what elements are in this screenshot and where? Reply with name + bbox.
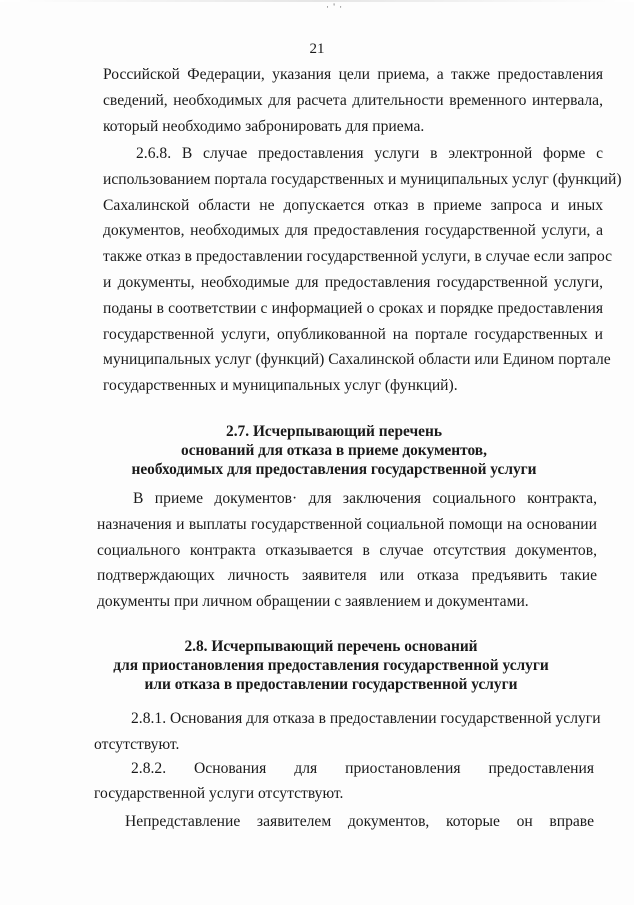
page-number: 21 [309,41,325,57]
text-line: государственных и муниципальных услуг (функций). [103,377,458,395]
text-line: В приеме документов· для заключения социального контракта, [133,490,597,507]
text-line: Российской Федерации, указания цели приема, а также предоставления [103,66,603,83]
scan-artifact-mark: · ' · [326,2,344,12]
heading-line: оснований для отказа в приеме документов, [181,442,487,459]
text-line: который необходимо забронировать для приема. [103,117,425,135]
section-heading-2-8 [31,637,631,694]
text-line: и документы, необходимые для предоставления государственной услуги, [103,273,603,291]
text-line: назначения и выплаты государственной социальной помощи на основании [97,515,597,533]
paragraph-2-6-8 [103,141,622,399]
text-line: 2.8.1. Основания для отказа в предоставлении государственной услуги [131,710,601,727]
text-line: сведений, необходимых для расчета длительности временного интервала, [103,91,603,109]
paragraph-final [94,809,594,835]
text-line: муниципальных услуг (функций) Сахалинской области или Едином портале [103,351,611,369]
scan-top-edge [0,0,634,2]
text-line: Непредставление заявителем документов, которые он вправе [125,813,594,830]
paragraph-2-7 [97,486,597,615]
heading-line: для приостановления предоставления государственной услуги [113,657,549,674]
text-line: использованием портала государственных и муниципальных услуг (функций) [103,170,622,188]
text-line: поданы в соответствии с информацией о сроках и порядке предоставления [103,299,603,317]
heading-line: 2.8. Исчерпывающий перечень оснований [184,638,478,655]
text-line: также отказ в предоставлении государственной услуги, в случае если запрос [103,248,613,266]
heading-line: 2.7. Исчерпывающий перечень [226,423,442,440]
text-line: 2.6.8. В случае предоставления услуги в электронной форме с [136,145,603,162]
heading-line: или отказа в предоставлении государственной услуги [144,676,518,693]
section-heading-2-7 [34,422,634,479]
text-line: подтверждающих личность заявителя или отказа предъявить такие [97,567,597,585]
heading-line: необходимых для предоставления государственной услуги [131,461,537,478]
text-line: документов, необходимых для предоставления государственной услуги, а [103,222,603,240]
text-line: социального контракта отказывается в случае отсутствия документов, [97,541,597,559]
text-line: государственной услуги, опубликованной на портале государственных и [103,325,603,343]
paragraph-2-8-1 [94,706,601,758]
intro-paragraph [103,62,603,139]
paragraph-2-8-2 [94,756,594,806]
text-line: Сахалинской области не допускается отказ в приеме запроса и иных [103,196,603,214]
text-line: 2.8.2. Основания для приостановления предоставления [131,760,594,777]
text-line: отсутствуют. [94,735,180,753]
text-line: государственной услуги отсутствуют. [94,785,344,802]
text-line: документы при личном обращении с заявлением и документами. [97,593,529,611]
